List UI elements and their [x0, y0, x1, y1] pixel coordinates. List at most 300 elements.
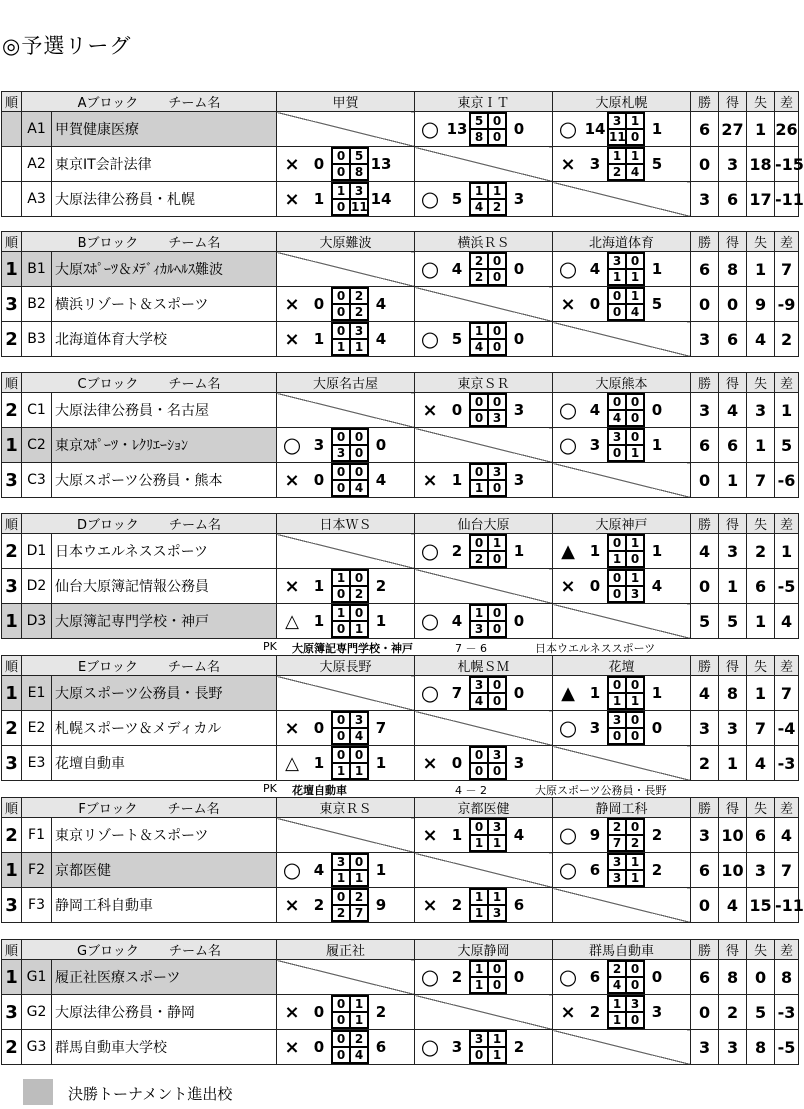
header-opponent: 履正社: [277, 940, 415, 960]
match-cell: [415, 252, 553, 287]
goals-for: 3: [719, 534, 747, 569]
pk-label: PK: [263, 640, 277, 653]
team-code: B1: [22, 252, 52, 287]
half-score: 4: [470, 693, 488, 709]
score-for: 2: [313, 896, 325, 914]
half-score: 0: [488, 394, 506, 410]
block-name: Dブロック: [77, 518, 139, 533]
score-for: 4: [589, 260, 601, 278]
wins-points: 0: [691, 888, 719, 923]
team-name: 大原簿記専門学校・神戸: [52, 604, 277, 639]
team-rank: [2, 112, 22, 147]
half-score-grid: [607, 252, 645, 286]
header-opponent: 大原難波: [277, 232, 415, 252]
half-score: 1: [332, 183, 350, 199]
half-score-grid: [469, 252, 507, 286]
result-mark-icon: ×: [422, 469, 438, 491]
result-mark-icon: ○: [420, 187, 440, 211]
team-code: G1: [22, 960, 52, 995]
goals-for: 3: [719, 1030, 747, 1065]
team-name: 大原スポーツ公務員・長野: [52, 676, 277, 711]
header-diff: 差: [775, 232, 799, 252]
match-result: [415, 1030, 552, 1064]
header-rank: 順: [2, 798, 22, 818]
score-for: 3: [589, 719, 601, 737]
half-score: 0: [350, 747, 368, 763]
score-against: 3: [651, 1003, 663, 1021]
score-for: 2: [589, 1003, 601, 1021]
header-opponent: 大原神戸: [553, 514, 691, 534]
team-rank: 3: [2, 888, 22, 923]
goals-against: 7: [747, 711, 775, 746]
half-score: 3: [350, 183, 368, 199]
self-match-cell: [553, 463, 691, 498]
header-opponent: 大原名古屋: [277, 373, 415, 393]
half-score: 3: [350, 323, 368, 339]
goals-against: 2: [747, 534, 775, 569]
match-cell: [277, 604, 415, 639]
score-against: 1: [375, 754, 387, 772]
wins-points: 4: [691, 534, 719, 569]
result-mark-icon: ○: [420, 327, 440, 351]
match-result: [553, 676, 690, 710]
half-score-grid: [331, 428, 369, 462]
goal-difference: -3: [775, 746, 799, 781]
half-score: 0: [488, 621, 506, 637]
half-score: 1: [488, 889, 506, 905]
goal-difference: 2: [775, 322, 799, 357]
match-cell: [277, 711, 415, 746]
half-score: 0: [332, 480, 350, 496]
self-match-cell: [277, 818, 415, 853]
self-match-cell: [415, 428, 553, 463]
half-score: 3: [470, 621, 488, 637]
half-score-grid: [469, 746, 507, 780]
half-score-grid: [331, 569, 369, 603]
half-score: 0: [470, 819, 488, 835]
half-score: 2: [608, 961, 626, 977]
half-score: 1: [626, 535, 644, 551]
match-cell: [415, 182, 553, 217]
match-result: [277, 287, 414, 321]
half-score: 1: [626, 113, 644, 129]
score-against: 1: [375, 612, 387, 630]
half-score: 3: [350, 712, 368, 728]
team-code: F1: [22, 818, 52, 853]
goals-for: 27: [719, 112, 747, 147]
result-mark-icon: ○: [420, 257, 440, 281]
match-result: [415, 604, 552, 638]
match-cell: [553, 252, 691, 287]
half-score: 3: [608, 253, 626, 269]
team-rank: 2: [2, 393, 22, 428]
half-score-grid: [607, 960, 645, 994]
score-against: 0: [375, 436, 387, 454]
score-against: 0: [513, 968, 525, 986]
team-name: 大原ｽﾎﾟｰﾂ＆ﾒﾃﾞｨｶﾙﾍﾙｽ難波: [52, 252, 277, 287]
half-score-grid: [607, 676, 645, 710]
half-score: 1: [488, 183, 506, 199]
half-score: 1: [608, 693, 626, 709]
half-score: 2: [332, 905, 350, 921]
score-for: 1: [589, 542, 601, 560]
match-result: [415, 463, 552, 497]
pk-winner: 大原簿記専門学校・神戸: [292, 642, 413, 655]
self-match-cell: [553, 182, 691, 217]
score-against: 4: [375, 471, 387, 489]
team-name: 静岡工科自動車: [52, 888, 277, 923]
header-opponent: 大原静岡: [415, 940, 553, 960]
half-score: 1: [470, 323, 488, 339]
goal-difference: -11: [775, 182, 799, 217]
team-rank: 2: [2, 818, 22, 853]
half-score: 1: [332, 339, 350, 355]
half-score: 3: [608, 712, 626, 728]
team-name: 札幌スポーツ＆メディカル: [52, 711, 277, 746]
score-for: 0: [313, 719, 325, 737]
result-mark-icon: ×: [284, 1001, 300, 1023]
half-score: 3: [488, 410, 506, 426]
result-mark-icon: ○: [558, 398, 578, 422]
pk-score: 4 － 2: [455, 784, 487, 797]
wins-points: 6: [691, 112, 719, 147]
half-score: 0: [488, 339, 506, 355]
match-cell: [277, 322, 415, 357]
block-table: [1, 797, 804, 923]
goals-against: 5: [747, 995, 775, 1030]
half-score: 0: [488, 323, 506, 339]
team-rank: 2: [2, 711, 22, 746]
self-match-cell: [415, 711, 553, 746]
header-opponent: 大原長野: [277, 656, 415, 676]
wins-points: 6: [691, 252, 719, 287]
goals-against: 7: [747, 463, 775, 498]
score-against: 0: [513, 120, 525, 138]
half-score-grid: [469, 676, 507, 710]
team-rank: 2: [2, 1030, 22, 1065]
header-opponent: 静岡工科: [553, 798, 691, 818]
score-for: 5: [451, 330, 463, 348]
header-opponent: 東京ＩＴ: [415, 92, 553, 112]
match-result: [553, 960, 690, 994]
self-match-cell: [277, 112, 415, 147]
score-against: 14: [370, 190, 392, 208]
half-score: 3: [332, 445, 350, 461]
match-result: [553, 569, 690, 603]
team-rank: 3: [2, 746, 22, 781]
match-cell: [277, 888, 415, 923]
header-win: 勝: [691, 514, 719, 534]
score-for: 1: [451, 471, 463, 489]
self-match-cell: [277, 534, 415, 569]
result-mark-icon: ○: [282, 433, 302, 457]
result-mark-icon: ○: [420, 1035, 440, 1059]
team-rank: [2, 147, 22, 182]
header-diff: 差: [775, 940, 799, 960]
match-result: [277, 746, 414, 780]
match-result: [553, 112, 690, 146]
header-opponent: 北海道体育: [553, 232, 691, 252]
goals-for: 10: [719, 853, 747, 888]
half-score-grid: [469, 888, 507, 922]
goals-against: 1: [747, 112, 775, 147]
goal-difference: 8: [775, 960, 799, 995]
half-score: 0: [470, 763, 488, 779]
match-cell: [277, 287, 415, 322]
half-score: 1: [488, 1047, 506, 1063]
half-score: 1: [626, 693, 644, 709]
half-score: 1: [350, 339, 368, 355]
self-match-cell: [415, 147, 553, 182]
goal-difference: 7: [775, 676, 799, 711]
half-score: 0: [488, 605, 506, 621]
half-score-grid: [607, 711, 645, 745]
team-code: E1: [22, 676, 52, 711]
half-score: 3: [470, 677, 488, 693]
match-result: [277, 888, 414, 922]
match-cell: [277, 182, 415, 217]
goal-difference: 5: [775, 428, 799, 463]
half-score: 0: [488, 129, 506, 145]
match-result: [277, 853, 414, 887]
block-table: [1, 513, 799, 639]
goals-for: 2: [719, 995, 747, 1030]
match-cell: [553, 428, 691, 463]
team-row: [2, 147, 799, 182]
team-name: 甲賀健康医療: [52, 112, 277, 147]
header-opponent: 大原熊本: [553, 373, 691, 393]
half-score: 0: [608, 535, 626, 551]
half-score: 0: [470, 394, 488, 410]
half-score: 2: [350, 889, 368, 905]
goals-against: 9: [747, 287, 775, 322]
score-for: 3: [451, 1038, 463, 1056]
header-rank: 順: [2, 92, 22, 112]
half-score-grid: [331, 746, 369, 780]
half-score: 3: [488, 747, 506, 763]
score-against: 4: [651, 577, 663, 595]
half-score: 0: [488, 763, 506, 779]
self-match-cell: [415, 853, 553, 888]
goals-against: 15: [747, 888, 775, 923]
match-result: [277, 428, 414, 462]
pk-loser: 大原スポーツ公務員・長野: [535, 784, 667, 797]
goal-difference: -5: [775, 569, 799, 604]
half-score: 0: [626, 429, 644, 445]
half-score: 4: [470, 199, 488, 215]
result-mark-icon: ○: [420, 681, 440, 705]
header-rank: 順: [2, 232, 22, 252]
header-gain: 得: [719, 656, 747, 676]
half-score: 0: [626, 728, 644, 744]
goal-difference: 7: [775, 252, 799, 287]
half-score: 1: [626, 269, 644, 285]
half-score: 3: [626, 996, 644, 1012]
team-code: B2: [22, 287, 52, 322]
half-score: 0: [350, 570, 368, 586]
block-header-row: [2, 656, 799, 676]
half-score: 2: [470, 269, 488, 285]
team-row: [2, 853, 799, 888]
header-opponent: 大原札幌: [553, 92, 691, 112]
block-table: [1, 655, 799, 781]
score-against: 1: [651, 260, 663, 278]
match-cell: [415, 534, 553, 569]
half-score-grid: [331, 463, 369, 497]
half-score: 3: [608, 113, 626, 129]
team-name: 横浜リゾート＆スポーツ: [52, 287, 277, 322]
team-code: A3: [22, 182, 52, 217]
team-name: 群馬自動車大学校: [52, 1030, 277, 1065]
team-rank: 2: [2, 534, 22, 569]
goals-against: 4: [747, 746, 775, 781]
score-for: 0: [589, 295, 601, 313]
score-for: 0: [313, 1038, 325, 1056]
score-against: 2: [513, 1038, 525, 1056]
team-rank: [2, 182, 22, 217]
team-name: 大原法律公務員・札幌: [52, 182, 277, 217]
half-score: 0: [470, 1047, 488, 1063]
half-score: 2: [350, 1031, 368, 1047]
match-cell: [553, 711, 691, 746]
goals-for: 5: [719, 604, 747, 639]
half-score: 0: [332, 464, 350, 480]
goal-difference: 1: [775, 393, 799, 428]
team-col-label: チーム名: [168, 377, 221, 392]
header-win: 勝: [691, 798, 719, 818]
score-against: 1: [375, 861, 387, 879]
match-result: [277, 147, 414, 181]
score-against: 2: [651, 861, 663, 879]
score-for: 0: [313, 155, 325, 173]
half-score: 4: [350, 480, 368, 496]
score-for: 4: [589, 401, 601, 419]
result-mark-icon: ○: [558, 257, 578, 281]
match-cell: [553, 569, 691, 604]
half-score: 0: [332, 996, 350, 1012]
result-mark-icon: ×: [422, 894, 438, 916]
block-name: Fブロック: [78, 802, 138, 817]
team-row: [2, 428, 799, 463]
header-opponent: 札幌ＳＭ: [415, 656, 553, 676]
half-score: 0: [488, 693, 506, 709]
header-opponent: 日本ＷＳ: [277, 514, 415, 534]
pk-score: 7 － 6: [455, 642, 487, 655]
half-score: 0: [332, 621, 350, 637]
match-cell: [553, 960, 691, 995]
self-match-cell: [553, 322, 691, 357]
score-for: 3: [313, 436, 325, 454]
half-score: 3: [608, 429, 626, 445]
wins-points: 6: [691, 428, 719, 463]
match-result: [553, 252, 690, 286]
half-score: 0: [608, 570, 626, 586]
half-score: 1: [608, 269, 626, 285]
team-rank: 3: [2, 463, 22, 498]
half-score: 4: [626, 164, 644, 180]
half-score: 0: [608, 586, 626, 602]
match-result: [415, 252, 552, 286]
match-cell: [277, 428, 415, 463]
goals-against: 18: [747, 147, 775, 182]
half-score: 1: [608, 996, 626, 1012]
score-against: 2: [375, 1003, 387, 1021]
team-name: 東京IT会計法律: [52, 147, 277, 182]
result-mark-icon: ×: [284, 188, 300, 210]
block-table: [1, 231, 799, 357]
score-against: 0: [513, 684, 525, 702]
score-for: 0: [313, 1003, 325, 1021]
team-row: [2, 746, 799, 781]
header-loss: 失: [747, 92, 775, 112]
half-score-grid: [331, 711, 369, 745]
block-name: Aブロック: [77, 96, 139, 111]
half-score: 4: [470, 339, 488, 355]
goals-for: 0: [719, 287, 747, 322]
match-cell: [277, 1030, 415, 1065]
score-for: 3: [589, 436, 601, 454]
team-code: A2: [22, 147, 52, 182]
match-result: [553, 995, 690, 1029]
block-name: Eブロック: [77, 660, 138, 675]
match-result: [553, 818, 690, 852]
half-score: 2: [470, 551, 488, 567]
team-row: [2, 287, 799, 322]
score-against: 0: [651, 719, 663, 737]
score-against: 1: [651, 436, 663, 454]
wins-points: 3: [691, 1030, 719, 1065]
team-code: C2: [22, 428, 52, 463]
team-rank: 2: [2, 322, 22, 357]
half-score: 0: [626, 253, 644, 269]
half-score-grid: [469, 322, 507, 356]
half-score: 0: [470, 410, 488, 426]
header-opponent: 横浜ＲＳ: [415, 232, 553, 252]
score-for: 1: [313, 577, 325, 595]
half-score-grid: [607, 428, 645, 462]
wins-points: 0: [691, 569, 719, 604]
half-score: 0: [350, 445, 368, 461]
half-score-grid: [607, 995, 645, 1029]
team-rank: 1: [2, 252, 22, 287]
half-score: 0: [626, 1012, 644, 1028]
half-score: 0: [350, 464, 368, 480]
score-for: 1: [313, 330, 325, 348]
half-score-grid: [469, 960, 507, 994]
goals-for: 6: [719, 182, 747, 217]
half-score: 1: [470, 905, 488, 921]
half-score: 0: [332, 288, 350, 304]
result-mark-icon: ▲: [561, 682, 575, 704]
half-score: 0: [332, 429, 350, 445]
half-score: 1: [470, 977, 488, 993]
result-mark-icon: ×: [422, 824, 438, 846]
self-match-cell: [415, 569, 553, 604]
team-col-label: チーム名: [168, 660, 221, 675]
team-code: F3: [22, 888, 52, 923]
header-loss: 失: [747, 656, 775, 676]
score-against: 5: [651, 155, 663, 173]
score-for: 2: [451, 896, 463, 914]
result-mark-icon: ○: [558, 716, 578, 740]
header-gain: 得: [719, 92, 747, 112]
half-score-grid: [607, 853, 645, 887]
half-score: 0: [488, 480, 506, 496]
half-score: 1: [626, 870, 644, 886]
header-gain: 得: [719, 514, 747, 534]
half-score: 0: [488, 677, 506, 693]
wins-points: 6: [691, 960, 719, 995]
